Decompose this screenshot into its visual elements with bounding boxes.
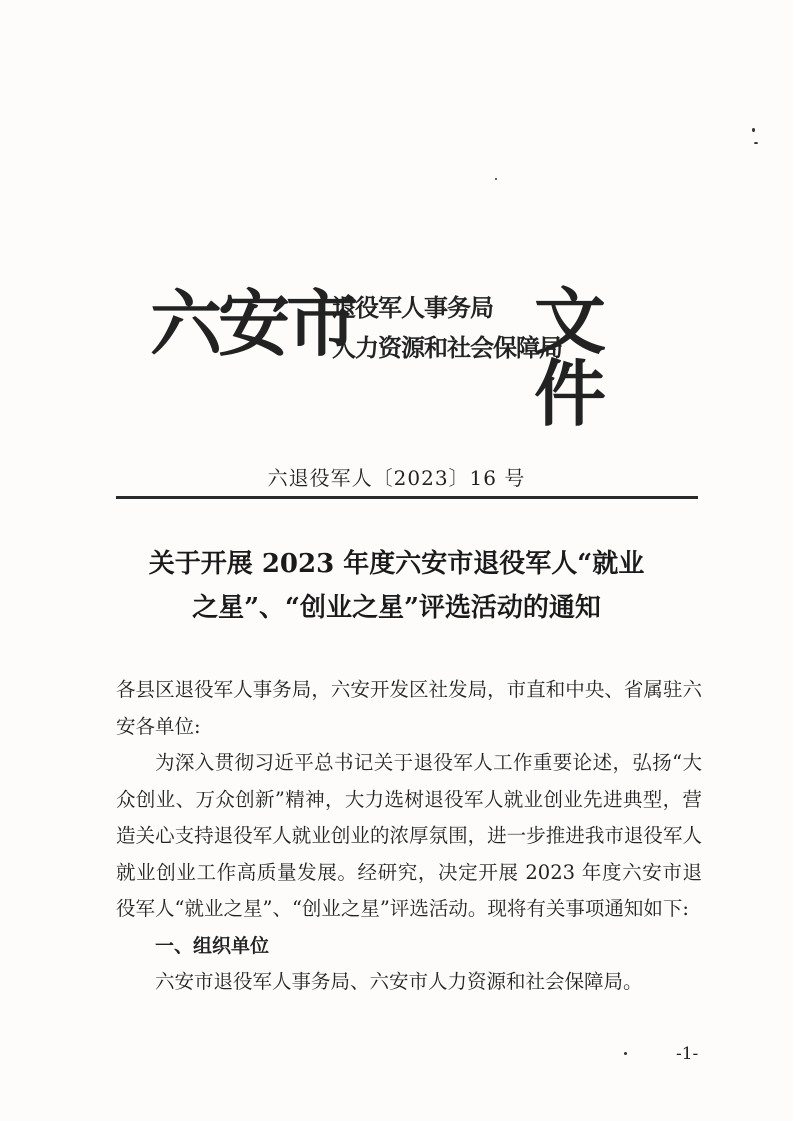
document-masthead <box>150 279 670 436</box>
section-text: 六安市退役军人事务局、六安市人力资源和社会保障局。 <box>155 970 643 993</box>
document-number: 六退役军人〔2023〕16 号 <box>267 466 526 490</box>
title-line-2: 之星”、“创业之星”评选活动的通知 <box>192 593 601 623</box>
title-line-1: 关于开展 2023 年度六安市退役军人“就业 <box>148 549 645 579</box>
scan-speck <box>752 128 755 132</box>
document-body <box>116 672 702 1001</box>
masthead-agency-1: 退役军人事务局 <box>332 293 493 322</box>
addressee: 各县区退役军人事务局，六安开发区社发局，市直和中央、省属驻六安各单位: <box>116 678 702 738</box>
body-paragraph: 为深入贯彻习近平总书记关于退役军人工作重要论述，弘扬“大众创业、万众创新”精神，大力选树退役军人就业创业先进典型，营造关心支持退役军人就业创业的浓厚氛围，进一步推进我市退役军人就业创业工作高质量发展。经研究，决定开展 2023 年度六安市退役军人“就业之星”、“创业之星”评选活动。现将有关事项通知如下: <box>116 751 702 920</box>
header-divider <box>116 496 698 499</box>
scan-speck <box>754 142 758 144</box>
page-number: -1- <box>676 1044 699 1064</box>
masthead-city: 六安市 <box>150 281 355 366</box>
section-heading: 一、组织单位 <box>155 934 270 957</box>
document-title <box>90 542 703 630</box>
masthead-agencies <box>332 288 562 368</box>
scan-speck <box>624 1052 627 1055</box>
masthead-agency-2: 人力资源和社会保障局 <box>332 333 562 362</box>
masthead-doc-type: 文件 <box>534 279 609 436</box>
scan-speck <box>495 178 497 180</box>
